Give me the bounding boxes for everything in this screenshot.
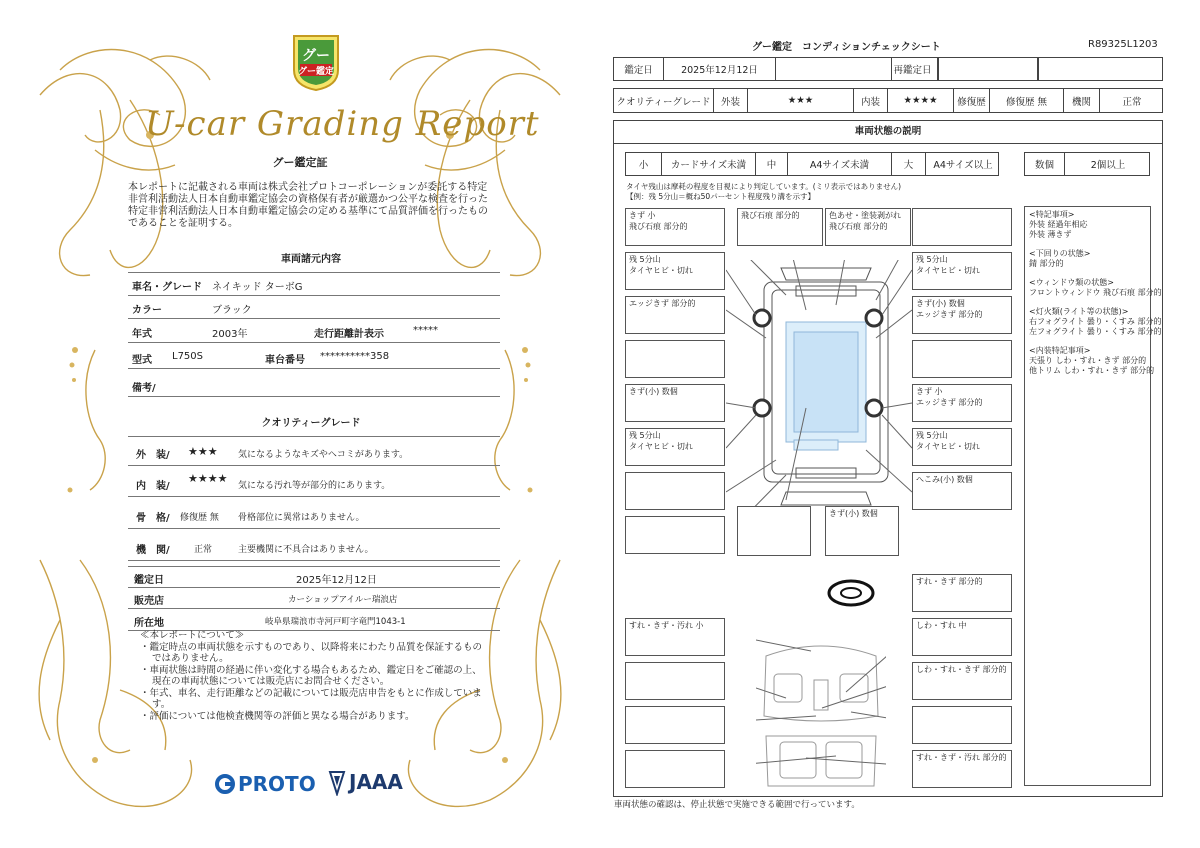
remarks-special: <特記事項> 外装 経過年相応 外装 薄きず [1029, 210, 1088, 239]
model-value: L750S [172, 351, 204, 362]
shop-label: 販売店 [134, 596, 164, 607]
note-item: ・年式、車名、走行距離などの記載については販売店申告をもとに作成しています。 [140, 687, 482, 710]
interior-stars: ★★★★ [888, 89, 954, 112]
tire-example: 【例：残 5分山＝概ね50パーセント程度残り溝を示す】 [626, 192, 816, 201]
shop-row [128, 588, 500, 609]
damage-box: きず 小 飛び石痕 部分的 [625, 208, 725, 246]
mileage-label: 走行距離計表示 [314, 329, 384, 340]
model-label: 型式 [132, 355, 152, 366]
proto-logo-icon [214, 773, 236, 795]
steering-wheel-icon [826, 578, 876, 608]
car-name-value: ネイキッド ターボG [212, 282, 303, 293]
engine-value: 正常 [1122, 96, 1142, 108]
note-item: ・車両状態は時間の経過に伴い変化する場合もあるため、鑑定日をご確認の上、現在の車両状態については販売店にお問合せください。 [140, 664, 482, 687]
year-value: 2003年 [212, 329, 248, 340]
count-label: 数個 [1025, 153, 1065, 175]
exterior-desc: 気になるようなキズやヘコミがあります。 [238, 450, 409, 460]
size-small-desc: カードサイズ未満 [662, 153, 756, 175]
damage-box: 残 5分山 タイヤヒビ・切れ [912, 252, 1012, 290]
goo-badge-icon [288, 30, 344, 92]
chassis-value: **********358 [320, 351, 390, 362]
remarks-windows: <ウィンドウ類の状態> フロントウィンドウ 飛び石痕 部分的 [1029, 278, 1162, 297]
condition-title: 車両状態の説明 [854, 126, 922, 137]
date-blank-5 [1038, 58, 1164, 80]
exterior-stars: ★★★ [748, 89, 854, 112]
damage-box: きず(小) 数個 エッジきず 部分的 [912, 296, 1012, 334]
repair-history-label: 修復歴 [954, 89, 990, 112]
damage-box [625, 750, 725, 788]
damage-box: へこみ(小) 数個 [912, 472, 1012, 510]
car-interior-diagram [756, 636, 886, 796]
damage-box: すれ・きず・汚れ 小 [625, 618, 725, 656]
car-name-row [128, 272, 500, 296]
damage-box [625, 340, 725, 378]
date-value: 2025年12月12日 [296, 575, 377, 586]
reappraisal-value [938, 58, 1038, 80]
sheet-footer: 車両状態の確認は、停止状態で実施できる範囲で行っています。 [614, 800, 860, 810]
proto-logo-text: PROTO [238, 772, 316, 796]
car-top-view-diagram [726, 260, 926, 520]
spec-title: 車両諸元内容 [281, 254, 341, 265]
damage-box: 残 5分山 タイヤヒビ・切れ [912, 428, 1012, 466]
mileage-value: ***** [413, 325, 438, 336]
damage-box [625, 706, 725, 744]
grade-table [613, 88, 1163, 113]
remarks-interior: <内装特記事項> 天張り しわ・すれ・きず 部分的 他トリム しわ・すれ・きず 部分的 [1029, 346, 1155, 375]
damage-box [625, 516, 725, 554]
sheet-id: R89325L1203 [1088, 39, 1158, 50]
remarks-row [128, 374, 500, 397]
note-item: ・鑑定時点の車両状態を示すものであり、以降将来にわたり品質を保証するものではありません。 [140, 641, 483, 664]
interior-label: 内装 [854, 89, 888, 112]
damage-box [912, 706, 1012, 744]
engine-value: 正常 [194, 545, 213, 555]
damage-box: 残 5分山 タイヤヒビ・切れ [625, 428, 725, 466]
appraisal-date-label: 鑑定日 [614, 58, 664, 80]
size-large-desc: A4サイズ以上 [933, 160, 993, 171]
engine-label: 機 関/ [136, 545, 170, 556]
tire-note: タイヤ残山は摩耗の程度を目視により判定しています。(ミリ表示ではありません) [626, 182, 902, 191]
repair-history-value: 修復歴 無 [990, 89, 1064, 112]
color-label: カラー [132, 305, 162, 316]
damage-box [625, 472, 725, 510]
interior-row [128, 468, 500, 497]
damage-box: 色あせ・塗装剥がれ 飛び石痕 部分的 [825, 208, 911, 246]
damage-box: すれ・きず・汚れ 部分的 [912, 750, 1012, 788]
date-label: 鑑定日 [134, 575, 164, 586]
exterior-row [128, 436, 500, 466]
frame-desc: 骨格部位に異常はありません。 [238, 513, 365, 523]
model-row [128, 346, 500, 369]
quality-title: クオリティーグレード [261, 418, 361, 429]
damage-box [625, 662, 725, 700]
remarks-underbody: <下回りの状態> 錆 部分的 [1029, 249, 1091, 268]
count-legend [1024, 152, 1150, 176]
car-name-label: 車名・グレード [132, 282, 202, 293]
color-value: ブラック [212, 305, 252, 316]
size-medium: 中 [756, 153, 788, 175]
size-large: 大 [892, 153, 926, 175]
exterior-label: 外 装/ [136, 450, 170, 461]
damage-box: 残 5分山 タイヤヒビ・切れ [625, 252, 725, 290]
certificate-body: 本レポートに記載される車両は株式会社プロトコーポレーションが委託する特定非営利活動法人日本自動車鑑定協会の資格保有者が厳選かつ公平な検査を行った特定非営利活動法人日本自動車鑑定協会の定める基準にて品質評価を行ったものであることを証明する。 [128, 182, 488, 229]
interior-stars: ★★★★ [188, 472, 228, 485]
year-row [128, 320, 500, 343]
damage-box: 飛び石痕 部分的 [737, 208, 823, 246]
damage-box: きず(小) 数個 [825, 506, 899, 556]
engine-row [128, 532, 500, 561]
notes-title: ≪本レポートについて≫ [140, 630, 245, 641]
damage-box: しわ・すれ・きず 部分的 [912, 662, 1012, 700]
size-small: 小 [626, 153, 662, 175]
badge-label: グー鑑定 [297, 67, 335, 77]
svg-text:グー: グー [302, 48, 330, 64]
report-notes [140, 630, 490, 722]
engine-label: 機関 [1064, 89, 1100, 112]
quality-grade-label: クオリティーグレード [614, 89, 714, 112]
color-row [128, 296, 500, 319]
damage-box: きず(小) 数個 [625, 384, 725, 422]
date-table [613, 57, 1163, 81]
address-label: 所在地 [134, 618, 164, 629]
remarks-label: 備考/ [132, 383, 156, 394]
note-item: ・評価については他検査機関等の評価と異なる場合があります。 [140, 710, 415, 722]
frame-row [128, 500, 500, 529]
engine-desc: 主要機関に不具合はありません。 [238, 545, 374, 555]
damage-box [737, 506, 811, 556]
year-label: 年式 [132, 329, 152, 340]
damage-box: きず 小 エッジきず 部分的 [912, 384, 1012, 422]
sheet-title: グー鑑定 コンディションチェックシート [752, 42, 941, 53]
remarks-panel [1024, 206, 1162, 786]
frame-label: 骨 格/ [136, 513, 170, 524]
damage-box: しわ・すれ 中 [912, 618, 1012, 656]
date-row [128, 566, 500, 588]
remarks-lights: <灯火類(ライト等の状態)> 右フォグライト 曇り・くすみ 部分的 左フォグライト 曇り・くすみ 部分的 [1029, 307, 1162, 336]
damage-box [912, 340, 1012, 378]
size-medium-desc: A4サイズ未満 [788, 153, 892, 175]
damage-box: すれ・きず 部分的 [912, 574, 1012, 612]
exterior-stars: ★★★ [188, 445, 218, 458]
size-legend [625, 152, 999, 176]
condition-header [613, 120, 1163, 144]
shop-value: カーショップアイルー瑞浪店 [288, 595, 398, 605]
appraisal-date-value: 2025年12月12日 [664, 58, 776, 80]
address-value: 岐阜県瑞浪市寺河戸町字竜門1043-1 [265, 617, 406, 627]
address-row [128, 610, 500, 631]
exterior-label: 外装 [714, 89, 748, 112]
damage-box: エッジきず 部分的 [625, 296, 725, 334]
certificate-subtitle: グー鑑定証 [272, 156, 328, 169]
interior-label: 内 装/ [136, 481, 170, 492]
damage-box [912, 208, 1012, 246]
frame-value: 修復歴 無 [180, 513, 219, 523]
count-desc: 2個以上 [1090, 160, 1126, 171]
interior-desc: 気になる汚れ等が部分的にあります。 [238, 481, 391, 491]
reappraisal-label: 再鑑定日 [888, 58, 938, 80]
jaaa-logo-icon [328, 770, 346, 796]
jaaa-logo-text: JAAA [349, 770, 403, 794]
report-title: U-car Grading Report [145, 104, 540, 144]
date-blank [776, 58, 892, 80]
chassis-label: 車台番号 [265, 355, 305, 366]
